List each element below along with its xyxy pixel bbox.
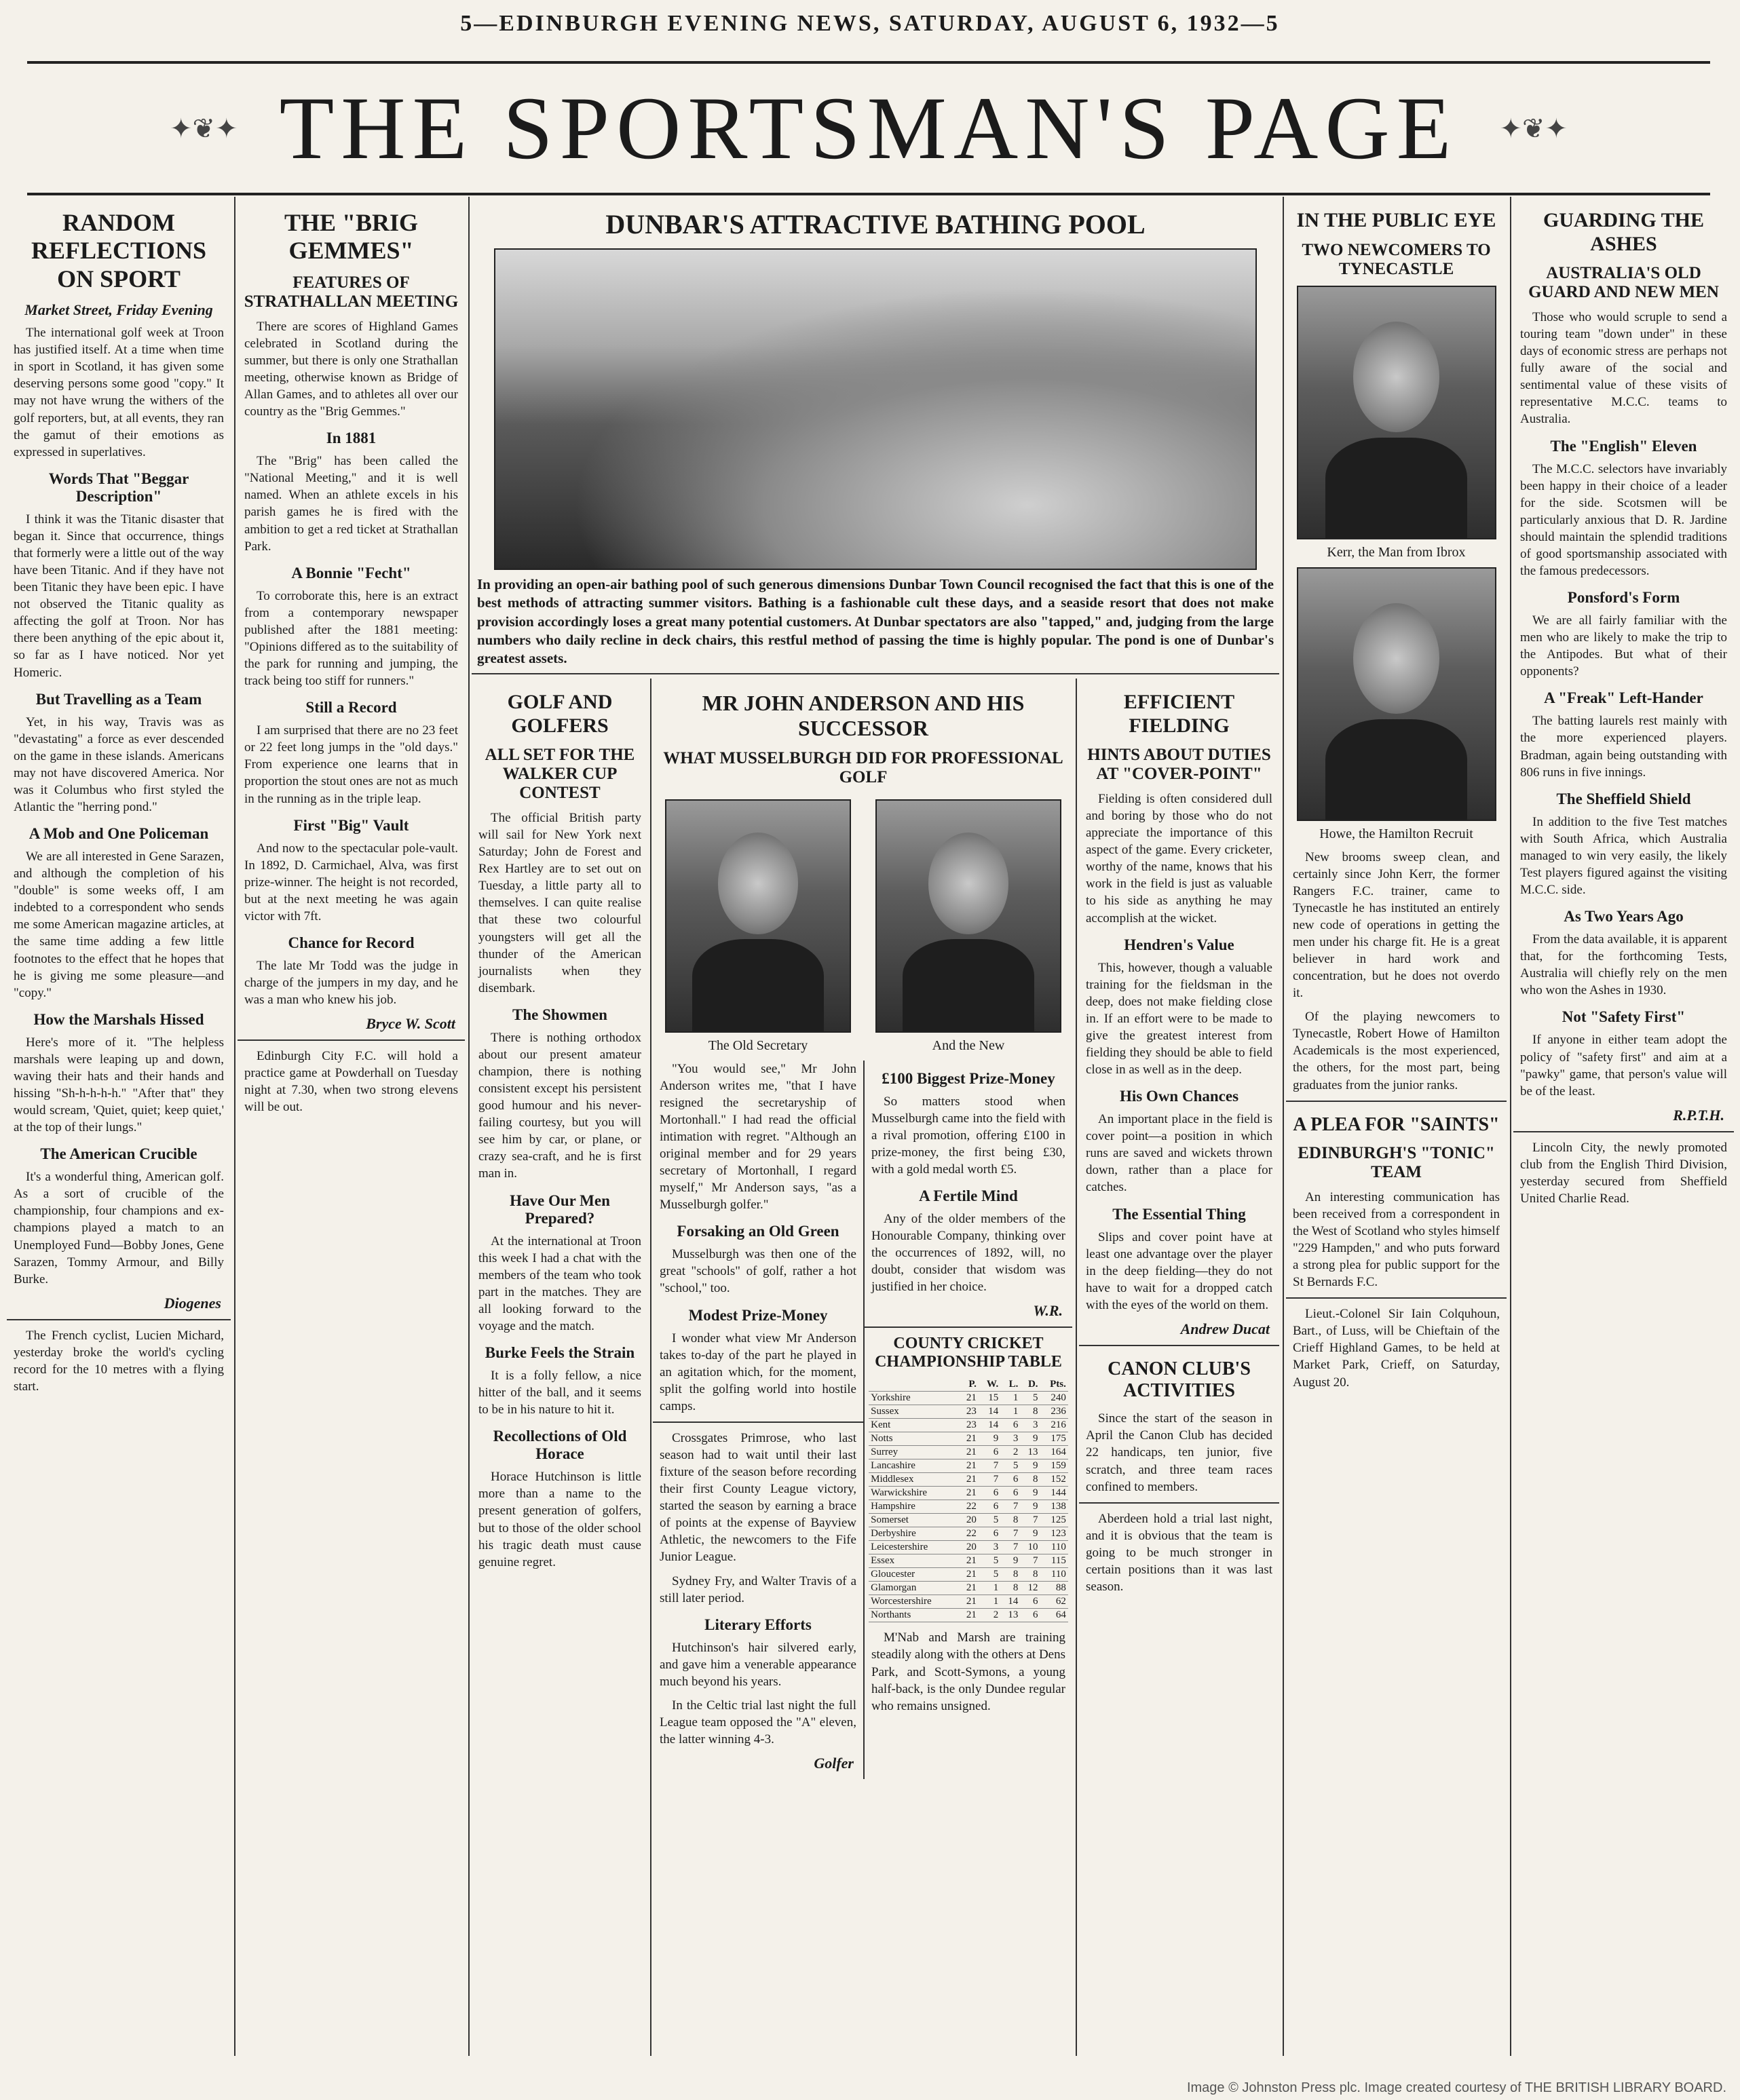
subheading: Ponsford's Form <box>1567 589 1680 607</box>
divider <box>238 1039 465 1041</box>
subheading: Have Our Men Prepared? <box>510 1191 610 1227</box>
table-row <box>869 1487 1068 1500</box>
table-row <box>869 1500 1068 1514</box>
table-cell: 164 <box>1040 1446 1068 1459</box>
paragraph: Fielding is often considered dull and boring by those who do not appreciate the importance of this aspect of the game. Every cricketer, worthy of the name, knows that his work in the field is just as valuable to his side as anything he may accomplish at the wicket. <box>1086 792 1272 925</box>
subheading: Recollections of Old Horace <box>493 1428 627 1463</box>
table-cell: 8 <box>1020 1568 1040 1582</box>
table-cell: 8 <box>1020 1405 1040 1419</box>
divider <box>865 1326 1072 1328</box>
table-cell: Sussex <box>869 1405 959 1419</box>
table-cell: 8 <box>1000 1582 1020 1595</box>
table-cell: 21 <box>959 1554 979 1568</box>
title-band <box>27 61 1710 195</box>
anderson-left-column <box>653 1061 863 1780</box>
paragraph: The batting laurels rest mainly with the more experienced players. Bradman, again being outstanding with 806 runs in five innings. <box>1520 714 1727 780</box>
table-cell: 7 <box>979 1473 1000 1487</box>
subheading: Hendren's Value <box>1124 936 1234 953</box>
table-column-header: D. <box>1020 1378 1040 1392</box>
table-cell: 236 <box>1040 1405 1068 1419</box>
subheadline: TWO NEWCOMERS TO TYNECASTLE <box>1302 240 1491 278</box>
table-cell: 20 <box>959 1514 979 1527</box>
table-cell: 21 <box>959 1473 979 1487</box>
table-row <box>869 1432 1068 1446</box>
table-cell: 21 <box>959 1568 979 1582</box>
column-rule <box>1076 679 1077 2056</box>
headline: RANDOM REFLECTIONS ON SPORT <box>31 209 207 292</box>
subheading: The "English" Eleven <box>1550 437 1697 455</box>
table-cell: 6 <box>1020 1595 1040 1609</box>
table-cell: 15 <box>979 1392 1000 1405</box>
table-cell: 23 <box>959 1405 979 1419</box>
subheading: As Two Years Ago <box>1564 908 1684 925</box>
bathing-pool-photo <box>494 248 1257 570</box>
headline: GUARDING THE ASHES <box>1543 209 1704 255</box>
paragraph: Horace Hutchinson is little more than a name to the present generation of golfers, but to those of the older school his tragic death must cause genuine regret. <box>478 1470 641 1569</box>
table-cell: 9 <box>1020 1527 1040 1541</box>
table-cell: Kent <box>869 1419 959 1432</box>
divider <box>7 1319 231 1320</box>
paragraph: Any of the older members of the Honourable Company, thinking over the occurrences of 1892, will, no doubt, consider that wisdom was justified in her choice. <box>871 1211 1065 1295</box>
table-cell: Northants <box>869 1609 959 1622</box>
table-cell: 9 <box>1020 1459 1040 1473</box>
photo-caption: Howe, the Hamilton Recruit <box>1319 826 1473 841</box>
table-cell: 64 <box>1040 1609 1068 1622</box>
paragraph: I think it was the Titanic disaster that began it. Since that occurrence, things that formerly were a little out of the way have been Titanic. And if they have not been Titanic they have been epic. I have not observed the Titanic quality as affecting the golf at Troon. Nor has there been anything of the epic about it, so far as I have noticed. Nor yet Homeric. <box>14 512 224 680</box>
subheading: First "Big" Vault <box>293 816 409 834</box>
paragraph: The French cyclist, Lucien Michard, yesterday broke the world's cycling record for the 10 metres with a flying start. <box>14 1328 224 1394</box>
divider <box>1286 1297 1507 1299</box>
photo-caption: Kerr, the Man from Ibrox <box>1327 544 1466 560</box>
paragraph: The late Mr Todd was the judge in charge of the jumpers in my day, and he was a man who knew his job. <box>244 958 458 1008</box>
table-cell: 5 <box>1020 1392 1040 1405</box>
subheading: How the Marshals Hissed <box>33 1010 204 1028</box>
table-cell: 9 <box>1020 1432 1040 1446</box>
subheading: Modest Prize-Money <box>688 1306 828 1324</box>
table-row <box>869 1554 1068 1568</box>
paragraph: Lincoln City, the newly promoted club from the English Third Division, yesterday secured from Sheffield United Charlie Read. <box>1520 1140 1727 1206</box>
table-cell: 7 <box>1000 1541 1020 1554</box>
paragraph: It is a folly fellow, a nice hitter of the ball, and it seems to be in his nature to hit it. <box>478 1369 641 1417</box>
column-rule <box>1510 197 1511 2056</box>
headline: MR JOHN ANDERSON AND HIS SUCCESSOR <box>702 691 1025 740</box>
table-cell: 6 <box>979 1500 1000 1514</box>
table-cell: 9 <box>1000 1554 1020 1568</box>
table-row <box>869 1609 1068 1622</box>
table-cell: 20 <box>959 1541 979 1554</box>
table-row <box>869 1568 1068 1582</box>
subheading: A Bonnie "Fecht" <box>291 564 411 581</box>
table-cell: 175 <box>1040 1432 1068 1446</box>
column-rule <box>1283 197 1284 2056</box>
headline: GOLF AND GOLFERS <box>507 691 613 737</box>
paragraph: From the data available, it is apparent that, for the forthcoming Tests, Australia will chiefly rely on the men who won the Ashes in 1930. <box>1520 932 1727 998</box>
paragraph: Since the start of the season in April the Canon Club has decided 22 handicaps, ten junior, five scratch, and three team races confined to members. <box>1086 1411 1272 1494</box>
portrait-old-secretary <box>665 794 851 1061</box>
john-anderson-feature <box>653 679 1074 2069</box>
subheading: In 1881 <box>326 429 377 447</box>
table-cell: 1 <box>979 1595 1000 1609</box>
table-cell: Lancashire <box>869 1459 959 1473</box>
table-cell: 5 <box>1000 1459 1020 1473</box>
table-cell: 22 <box>959 1500 979 1514</box>
table-cell: 3 <box>1000 1432 1020 1446</box>
paragraph: Slips and cover point have at least one advantage over the player in the deep fielding—they do not have to wait for a dropped catch with the eyes of the world on them. <box>1086 1229 1272 1312</box>
table-cell: 22 <box>959 1527 979 1541</box>
bathing-pool-feature <box>472 197 1279 672</box>
table-cell: Yorkshire <box>869 1392 959 1405</box>
headline: IN THE PUBLIC EYE <box>1296 209 1496 231</box>
paragraph: Hutchinson's hair silvered early, and gave him a venerable appearance much beyond his years. <box>660 1640 856 1689</box>
paragraph: New brooms sweep clean, and certainly since John Kerr, the former Rangers F.C. trainer, came to Tynecastle he has instituted an entirely new code of operations in getting the men under his charge fit. He is a great believer in hard work and concentration, but he does not overdo it. <box>1293 849 1500 1001</box>
byline: Bryce W. Scott <box>366 1015 455 1033</box>
image-credit: Image © Johnston Press plc. Image created courtesy of THE BRITISH LIBRARY BOARD. <box>1186 2080 1726 2095</box>
table-row <box>869 1459 1068 1473</box>
table-cell: 5 <box>979 1514 1000 1527</box>
table-cell: 138 <box>1040 1500 1068 1514</box>
column-rule <box>468 197 470 2056</box>
anderson-body <box>653 1061 1074 1780</box>
table-cell: 125 <box>1040 1514 1068 1527</box>
random-reflections-column <box>7 197 231 2069</box>
table-cell: 13 <box>1000 1609 1020 1622</box>
table-cell: 21 <box>959 1609 979 1622</box>
paragraph: The official British party will sail for New York next Saturday; John de Forest and Rex Hartley are to set out on Tuesday, a little party all to themselves. I can quite realise that these two colourful youngsters will get all the thunder of the American journalists when they disembark. <box>478 811 641 995</box>
subheadline: WHAT MUSSELBURGH DID FOR PROFESSIONAL GOLF <box>663 748 1063 786</box>
table-cell: 21 <box>959 1595 979 1609</box>
ornament-right-icon: ✦❦✦ <box>1499 113 1568 144</box>
byline: R.P.T.H. <box>1673 1106 1724 1124</box>
table-row <box>869 1541 1068 1554</box>
paragraph: There are scores of Highland Games celebrated in Scotland during the summer, but there is only one Strathallan meeting, otherwise known as Bridge of Allan Games, and to athletes all over our country as the "Brig Gemmes." <box>244 319 458 419</box>
subheading: His Own Chances <box>1119 1088 1239 1105</box>
table-cell: 7 <box>979 1459 1000 1473</box>
subheading: £100 Biggest Prize-Money <box>882 1069 1055 1087</box>
paragraph: In addition to the five Test matches with South Africa, which Australia managed to win very easily, the likely Test players figured against the visiting M.C.C. side. <box>1520 814 1727 898</box>
portrait-new-secretary <box>875 794 1061 1061</box>
paragraph: In the Celtic trial last night the full League team opposed the "A" eleven, the latter winning 4-3. <box>660 1698 856 1747</box>
paragraph: "You would see," Mr John Anderson writes me, "that I have resigned the secretaryship of Mortonhall." I had read the official intimation with regret. "Although an original member and for 29 years secretary of Mortonhall, I regard myself," Mr Anderson says, "as a Musselburgh golfer." <box>660 1061 856 1213</box>
table-cell: 9 <box>979 1432 1000 1446</box>
efficient-fielding-column <box>1079 679 1279 2069</box>
table-cell: 21 <box>959 1392 979 1405</box>
golf-and-golfers-column <box>472 679 648 2069</box>
guarding-the-ashes-column <box>1513 197 1734 2069</box>
dateline: Market Street, Friday Evening <box>24 301 213 319</box>
table-cell: 14 <box>1000 1595 1020 1609</box>
table-cell: Somerset <box>869 1514 959 1527</box>
table-cell: 6 <box>979 1487 1000 1500</box>
table-cell: 62 <box>1040 1595 1068 1609</box>
table-row <box>869 1527 1068 1541</box>
table-cell: 159 <box>1040 1459 1068 1473</box>
subheading: Burke Feels the Strain <box>485 1344 635 1362</box>
paragraph: At the international at Troon this week I had a chat with the members of the team who took part in the matches. They are all looking forward to the voyage and the match. <box>478 1234 641 1333</box>
paragraph: An interesting communication has been received from a correspondent in the West of Scotland who styles himself "229 Hampden," and who puts forward a strong plea for public support for the St Bernards F.C. <box>1293 1189 1500 1290</box>
table-cell: 216 <box>1040 1419 1068 1432</box>
table-cell: Glamorgan <box>869 1582 959 1595</box>
table-row <box>869 1582 1068 1595</box>
subheading: A "Freak" Left-Hander <box>1544 689 1703 707</box>
kerr-portrait-photo <box>1297 286 1496 539</box>
byline: Golfer <box>814 1755 854 1772</box>
subheadline: HINTS ABOUT DUTIES AT "COVER-POINT" <box>1087 746 1271 783</box>
headline: CANON CLUB'S ACTIVITIES <box>1108 1358 1251 1402</box>
subheading: Still a Record <box>305 699 397 717</box>
subheading: A Mob and One Policeman <box>29 825 209 843</box>
cricket-table <box>869 1378 1068 1622</box>
photo-caption: In providing an open-air bathing pool of such generous dimensions Dunbar Town Council recognised the fact that this is one of the best methods of attracting summer visitors. Bathing is a fashionable cult these days, and a seaside resort that does not make provision accordingly loses a great many potential customers. At Dunbar spectators are also "tapped," and, judging from the large numbers who daily recline in deck chairs, this restful method of passing the time is highly popular. The pond is one of Dunbar's greatest assets. <box>477 576 1274 667</box>
table-cell: 5 <box>979 1554 1000 1568</box>
paragraph: The "Brig" has been called the "National Meeting," and it is well named. When an athlete excels in his parish games he is fired with the ambition to get a red ticket at Strathallan Park. <box>244 454 458 554</box>
paragraph: Sydney Fry, and Walter Travis of a still later period. <box>660 1573 856 1605</box>
table-cell: 12 <box>1020 1582 1040 1595</box>
table-body <box>869 1392 1068 1622</box>
anderson-right-column <box>865 1061 1072 1780</box>
table-cell: 13 <box>1020 1446 1040 1459</box>
table-cell: Notts <box>869 1432 959 1446</box>
public-eye-column <box>1286 197 1507 2069</box>
table-cell: Derbyshire <box>869 1527 959 1541</box>
table-cell: 6 <box>1000 1473 1020 1487</box>
byline: W.R. <box>1033 1302 1063 1320</box>
headline: EFFICIENT FIELDING <box>1123 691 1235 737</box>
divider <box>1286 1101 1507 1102</box>
divider <box>472 673 1279 674</box>
divider <box>1513 1131 1734 1132</box>
headline: DUNBAR'S ATTRACTIVE BATHING POOL <box>605 209 1146 240</box>
table-cell: Hampshire <box>869 1500 959 1514</box>
paragraph: We are all fairly familiar with the men who are likely to make the trip to the Antipodes. But what of their opponents? <box>1520 613 1727 679</box>
table-cell: 21 <box>959 1432 979 1446</box>
table-cell: 6 <box>1020 1609 1040 1622</box>
subheading: A Fertile Mind <box>919 1187 1018 1204</box>
subheading: The Essential Thing <box>1112 1205 1246 1223</box>
subheading: The American Crucible <box>40 1145 197 1163</box>
photo-caption: The Old Secretary <box>708 1037 808 1053</box>
table-cell: 7 <box>1000 1500 1020 1514</box>
column-rule <box>234 197 235 2056</box>
table-cell: Surrey <box>869 1446 959 1459</box>
table-cell: 21 <box>959 1487 979 1500</box>
table-cell: 144 <box>1040 1487 1068 1500</box>
paragraph: Of the playing newcomers to Tynecastle, Robert Howe of Hamilton Academicals is the most experienced, the others, for the most part, being graduates from the junior ranks. <box>1293 1010 1500 1092</box>
table-cell: 21 <box>959 1446 979 1459</box>
ornament-left-icon: ✦❦✦ <box>170 113 238 144</box>
paragraph: An important place in the field is cover point—a position in which runs are saved and wickets thrown down, rather than a place for catches. <box>1086 1112 1272 1195</box>
table-cell: 14 <box>979 1405 1000 1419</box>
table-cell: 21 <box>959 1459 979 1473</box>
table-column-header <box>869 1378 959 1392</box>
subheading: Literary Efforts <box>704 1616 812 1633</box>
table-cell: 2 <box>1000 1446 1020 1459</box>
table-cell: 110 <box>1040 1541 1068 1554</box>
table-row <box>869 1446 1068 1459</box>
subheading: But Travelling as a Team <box>35 690 202 708</box>
table-cell: 1 <box>1000 1405 1020 1419</box>
brig-gemmes-column <box>238 197 465 2069</box>
paragraph: Here's more of it. "The helpless marshals were leaping up and down, waving their hats and their hands and hissing "Sh-h-h-h-h." "After that" they would scream, 'Quiet, quiet; keep quiet,' at the top of their lungs." <box>14 1035 224 1135</box>
paragraph: We are all interested in Gene Sarazen, and although the completion of his "double" is some weeks off, I am indebted to a correspondent who sends me some American magazine articles, at the same time adding a few little footnotes to the effect that he hopes that he is giving me some pleasure—and "copy." <box>14 849 224 1000</box>
paragraph: I am surprised that there are no 23 feet or 22 feet long jumps in the "old days." From experience one learns that in proportion the stout ones are not as much in the running as in the triple leap. <box>244 723 458 806</box>
table-cell: 7 <box>1020 1514 1040 1527</box>
table-cell: 6 <box>979 1446 1000 1459</box>
paragraph: The international golf week at Troon has justified itself. At a time when time in sport in Scotland, it has given some deserving persons some good "copy." It may not have wrung the withers of the golf reporters, but, at all events, they ran the gamut of their emotions as expressed in superlatives. <box>14 326 224 459</box>
paragraph: Crossgates Primrose, who last season had to wait until their last fixture of the season before recording their first County League victory, started the season by earning a brace of points at the expense of Bayview Athletic, the newcomers to the Fife Junior League. <box>660 1430 856 1565</box>
paragraph: And now to the spectacular pole-vault. In 1892, D. Carmichael, Alva, was first prize-winner. The height is not recorded, but at the next meeting he was again victor with 7ft. <box>244 841 458 923</box>
new-secretary-photo <box>875 799 1061 1033</box>
paragraph: This, however, though a valuable training for the fieldsman in the deep, does not make fielding close in. If an effort were to be made to give the greatest interest from fielding they should be able to field close in as well as in the deep. <box>1086 960 1272 1077</box>
table-row <box>869 1392 1068 1405</box>
paragraph: Aberdeen hold a trial last night, and it is obvious that the team is going to be much stronger in certain positions than it was last season. <box>1086 1511 1272 1595</box>
table-cell: 9 <box>1020 1487 1040 1500</box>
divider <box>1079 1345 1279 1346</box>
table-cell: 7 <box>1020 1554 1040 1568</box>
subheading: Not "Safety First" <box>1562 1008 1686 1026</box>
subheadline: EDINBURGH'S "TONIC" TEAM <box>1298 1143 1495 1181</box>
table-cell: 1 <box>1000 1392 1020 1405</box>
paragraph: Edinburgh City F.C. will hold a practice game at Powderhall on Tuesday night at 7.30, when two strong elevens will be out. <box>244 1049 458 1115</box>
page-title: THE SPORTSMAN'S PAGE <box>279 78 1458 178</box>
subheading: The Sheffield Shield <box>1556 790 1691 807</box>
table-row <box>869 1514 1068 1527</box>
divider <box>1079 1502 1279 1504</box>
paragraph: So matters stood when Musselburgh came into the field with a rival promotion, offering £100 in prize-money, the first being £30, with a gold medal worth £5. <box>871 1094 1065 1177</box>
subheadline: ALL SET FOR THE WALKER CUP CONTEST <box>485 746 635 802</box>
table-cell: 9 <box>1020 1500 1040 1514</box>
table-cell: 8 <box>1000 1514 1020 1527</box>
paragraph: Yet, in his way, Travis was as "devastating" a force as ever descended on the game in these islands. Americans may not have discovered America. Nor was it Columbus who first styled the Atlantic the "herring pond." <box>14 714 224 814</box>
table-cell: 152 <box>1040 1473 1068 1487</box>
table-cell: 10 <box>1020 1541 1040 1554</box>
table-cell: 3 <box>1020 1419 1040 1432</box>
table-cell: 110 <box>1040 1568 1068 1582</box>
paragraph: The M.C.C. selectors have invariably been happy in their choice of a leader for the side. Scotsmen will be particularly anxious that D. R. Jardine should maintain the splendid traditions of good sportsmanship associated with the famous predecessors. <box>1520 461 1727 579</box>
table-cell: 23 <box>959 1419 979 1432</box>
column-rule <box>650 679 651 2056</box>
table-cell: 7 <box>1000 1527 1020 1541</box>
table-cell: 8 <box>1020 1473 1040 1487</box>
subheading: Words That "Beggar Description" <box>48 470 189 505</box>
paragraph: To corroborate this, here is an extract from a contemporary newspaper published after the 1881 meeting: "Opinions differed as to the suitability of the park for running and jumping, the track being too stiff for runners." <box>244 588 458 689</box>
table-cell: 115 <box>1040 1554 1068 1568</box>
headline: A PLEA FOR "SAINTS" <box>1293 1113 1500 1135</box>
howe-portrait-photo <box>1297 567 1496 821</box>
table-cell: 6 <box>1000 1487 1020 1500</box>
paragraph: There is nothing orthodox about our present amateur champion, there is nothing consistent except his persistent good humour and his never-failing courtesy, but you will see him by car, or plane, or crazy sea-craft, and he is first man in. <box>478 1030 641 1181</box>
table-cell: 8 <box>1000 1568 1020 1582</box>
portrait-row <box>653 794 1074 1061</box>
masthead: 5—EDINBURGH EVENING NEWS, SATURDAY, AUGUST 6, 1932—5 <box>460 11 1280 36</box>
paragraph: Musselburgh was then one of the great "schools" of golf, rather a hot "school," too. <box>660 1247 856 1296</box>
table-column-header: L. <box>1000 1378 1020 1392</box>
table-column-header: P. <box>959 1378 979 1392</box>
paragraph: I wonder what view Mr Anderson takes to-day of the part he played in an agitation which, for the moment, split the golfing world into hostile camps. <box>660 1331 856 1413</box>
table-row <box>869 1473 1068 1487</box>
subheadline: AUSTRALIA'S OLD GUARD AND NEW MEN <box>1528 264 1719 301</box>
table-cell: Worcestershire <box>869 1595 959 1609</box>
table-column-header: W. <box>979 1378 1000 1392</box>
paragraph: M'Nab and Marsh are training steadily along with the others at Dens Park, and Scott-Symons, a young half-back, is the only Dundee regular who remains unsigned. <box>871 1630 1065 1713</box>
paragraph: Lieut.-Colonel Sir Iain Colquhoun, Bart., of Luss, will be Chieftain of the Crieff Highland Games, to be held at Market Park, Crieff, on Saturday, August 20. <box>1293 1307 1500 1390</box>
table-cell: 6 <box>979 1527 1000 1541</box>
table-cell: 123 <box>1040 1527 1068 1541</box>
table-column-header: Pts. <box>1040 1378 1068 1392</box>
table-cell: 5 <box>979 1568 1000 1582</box>
table-cell: Middlesex <box>869 1473 959 1487</box>
table-cell: Gloucester <box>869 1568 959 1582</box>
cricket-table-title: COUNTY CRICKET CHAMPIONSHIP TABLE <box>875 1335 1062 1371</box>
subheadline: FEATURES OF STRATHALLAN MEETING <box>244 273 459 311</box>
subheading: The Showmen <box>512 1006 607 1023</box>
subheading: Forsaking an Old Green <box>677 1223 839 1240</box>
byline: Andrew Ducat <box>1180 1320 1270 1337</box>
table-cell: 2 <box>979 1609 1000 1622</box>
table-cell: 88 <box>1040 1582 1068 1595</box>
paragraph: It's a wonderful thing, American golf. As a sort of crucible of the championship, four champions and ex-champions played a match to an Unemployed Fund—Bobby Jones, Gene Sarazen, Tommy Armour, and Billy Burke. <box>14 1170 224 1286</box>
table-row <box>869 1405 1068 1419</box>
paragraph: Those who would scruple to send a touring team "down under" in these days of economic stress are perhaps not fully aware of the social and sentimental value of these visits of representative M.C.C. teams to Australia. <box>1520 310 1727 427</box>
old-secretary-photo <box>665 799 851 1033</box>
table-cell: 1 <box>979 1582 1000 1595</box>
table-cell: Leicestershire <box>869 1541 959 1554</box>
photo-caption: And the New <box>932 1037 1005 1053</box>
paragraph: If anyone in either team adopt the policy of "safety first" and aim at a "pawky" game, that person's value will be of the least. <box>1520 1033 1727 1099</box>
byline: Diogenes <box>164 1294 221 1312</box>
table-row <box>869 1419 1068 1432</box>
table-cell: Essex <box>869 1554 959 1568</box>
divider <box>653 1421 863 1423</box>
subheading: Chance for Record <box>288 934 415 951</box>
table-cell: 21 <box>959 1582 979 1595</box>
table-cell: 3 <box>979 1541 1000 1554</box>
table-cell: 240 <box>1040 1392 1068 1405</box>
table-row <box>869 1595 1068 1609</box>
headline: THE "BRIG GEMMES" <box>284 209 419 265</box>
table-header <box>869 1378 1068 1392</box>
table-cell: 6 <box>1000 1419 1020 1432</box>
table-cell: Warwickshire <box>869 1487 959 1500</box>
table-cell: 14 <box>979 1419 1000 1432</box>
